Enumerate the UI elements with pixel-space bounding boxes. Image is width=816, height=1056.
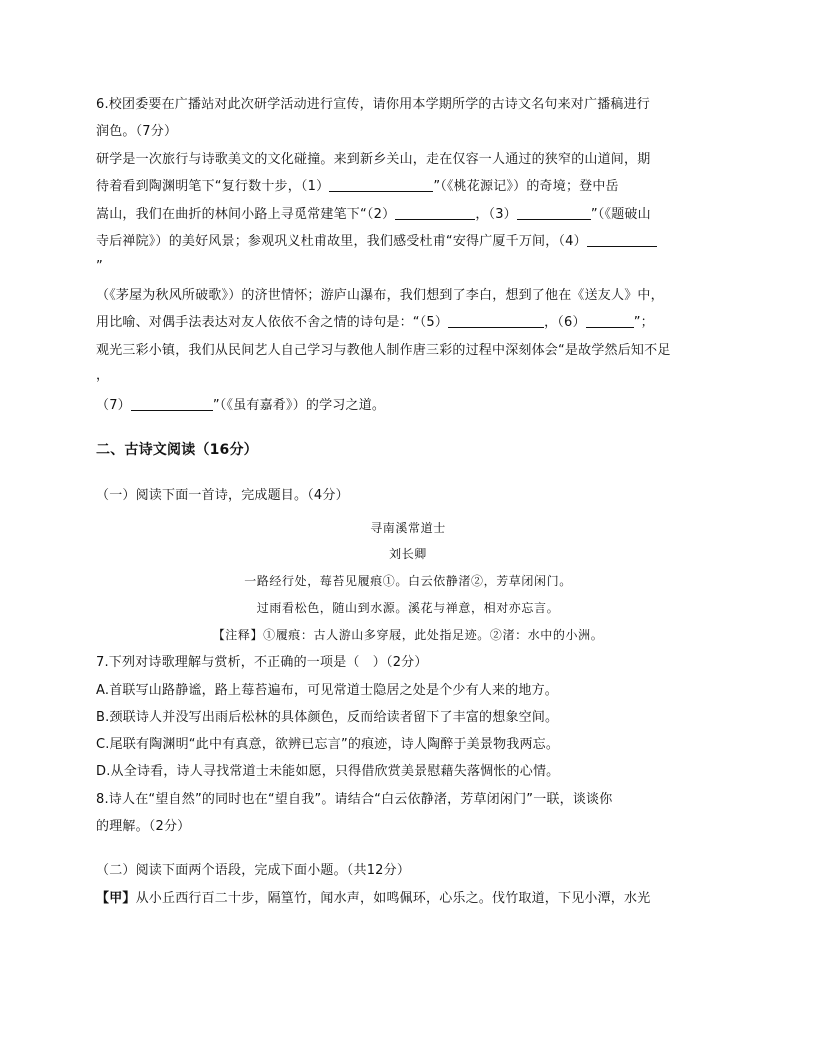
- q6-passage-line8: 观光三彩小镇，我们从民间艺人自己学习与教他人制作唐三彩的过程中深刻体会“是故学然后知不足: [96, 343, 671, 358]
- q7-option-c[interactable]: C.尾联有陶渊明“此中有真意，欲辨已忘言”的痕迹，诗人陶醉于美景物我两忘。: [96, 737, 560, 752]
- q6-prompt-line1: 6.校团委要在广播站对此次研学活动进行宣传，请你用本学期所学的古诗文名句来对广播稿进行: [96, 97, 651, 112]
- part1-intro: （一）阅读下面一首诗，完成题目。（4分）: [96, 488, 349, 503]
- q6-text: ，（3）: [475, 207, 517, 222]
- passage-jia-line1: [96, 890, 650, 908]
- q6-passage-line4: [96, 233, 657, 251]
- poem-line-1: 一路经行处，莓苔见履痕①。白云依静渚②，芳草闭闲门。: [244, 574, 572, 588]
- q7-option-d[interactable]: D.从全诗看，诗人寻找常道士未能如愿，只得借欣赏美景慰藉失落惆怅的心情。: [96, 764, 560, 779]
- q6-text: ，（6）: [544, 315, 586, 330]
- q7-stem: 7.下列对诗歌理解与赏析，不正确的一项是（ ）（2分）: [96, 655, 428, 670]
- answer-blank-1[interactable]: [329, 178, 433, 192]
- passage-jia-text: 从小丘西行百二十步，隔篁竹，闻水声，如鸣佩环，心乐之。伐竹取道，下见小潭，水光: [135, 891, 651, 906]
- q7-option-a[interactable]: A.首联写山路静谧，路上莓苔遍布，可见常道士隐居之处是个少有人来的地方。: [96, 683, 558, 698]
- q6-text: 用比喻、对偶手法表达对友人依依不舍之情的诗句是：“（5）: [96, 315, 449, 330]
- answer-blank-5[interactable]: [448, 314, 544, 328]
- q6-passage-line3: [96, 206, 651, 224]
- poem-author: 刘长卿: [389, 547, 427, 561]
- q6-prompt-line2: 润色。（7分）: [96, 124, 178, 139]
- q6-text: ”（《桃花源记》）的奇境；登中岳: [433, 179, 619, 194]
- q6-text: 嵩山，我们在曲折的林间小路上寻觅常建笔下“（2）: [96, 207, 396, 222]
- poem-annotation: 【注释】①履痕：古人游山多穿屐，此处指足迹。②渚：水中的小洲。: [212, 628, 604, 642]
- q6-text: 待着看到陶渊明笔下“复行数十步，（1）: [96, 179, 330, 194]
- poem-title: 寻南溪常道士: [370, 521, 446, 535]
- q6-passage-line6: （《茅屋为秋风所破歌》）的济世情怀；游庐山瀑布，我们想到了李白，想到了他在《送友人》中，: [96, 288, 664, 303]
- q6-passage-line9: ，: [96, 368, 110, 383]
- section-heading-2: 二、古诗文阅读（16分）: [96, 442, 258, 458]
- q8-stem-line2: 的理解。（2分）: [96, 819, 191, 834]
- q6-text: （7）: [96, 398, 131, 413]
- answer-blank-3[interactable]: [517, 206, 591, 220]
- answer-blank-7[interactable]: [131, 397, 213, 411]
- q8-stem-line1: 8.诗人在“望自然”的同时也在“望自我”。请结合“白云依静渚，芳草闭闲门”一联，谈谈你: [96, 792, 613, 807]
- part2-intro: （二）阅读下面两个语段，完成下面小题。（共12分）: [96, 863, 411, 878]
- q6-passage-line1: 研学是一次旅行与诗歌美文的文化碰撞。来到新乡关山，走在仅容一人通过的狭窄的山道间，期: [96, 152, 651, 167]
- poem-line-2: 过雨看松色，随山到水源。溪花与禅意，相对亦忘言。: [256, 601, 560, 615]
- q7-option-b[interactable]: B.颈联诗人并没写出雨后松林的具体颜色，反而给读者留下了丰富的想象空间。: [96, 710, 559, 725]
- q6-text: ”（《虽有嘉肴》）的学习之道。: [212, 398, 386, 413]
- q6-text: ”；: [633, 315, 654, 330]
- q6-passage-line7: [96, 314, 654, 332]
- passage-jia-label: 【甲】: [96, 891, 136, 906]
- q6-passage-line5: ”: [96, 259, 103, 274]
- answer-blank-4[interactable]: [587, 233, 657, 247]
- q6-text: ”（《题破山: [590, 207, 651, 222]
- q6-text: 寺后禅院》）的美好风景；参观巩义杜甫故里，我们感受杜甫“安得广厦千万间，（4）: [96, 234, 587, 249]
- answer-blank-6[interactable]: [586, 314, 634, 328]
- q6-passage-line2: [96, 178, 619, 196]
- answer-blank-2[interactable]: [395, 206, 475, 220]
- q6-passage-line10: [96, 397, 385, 415]
